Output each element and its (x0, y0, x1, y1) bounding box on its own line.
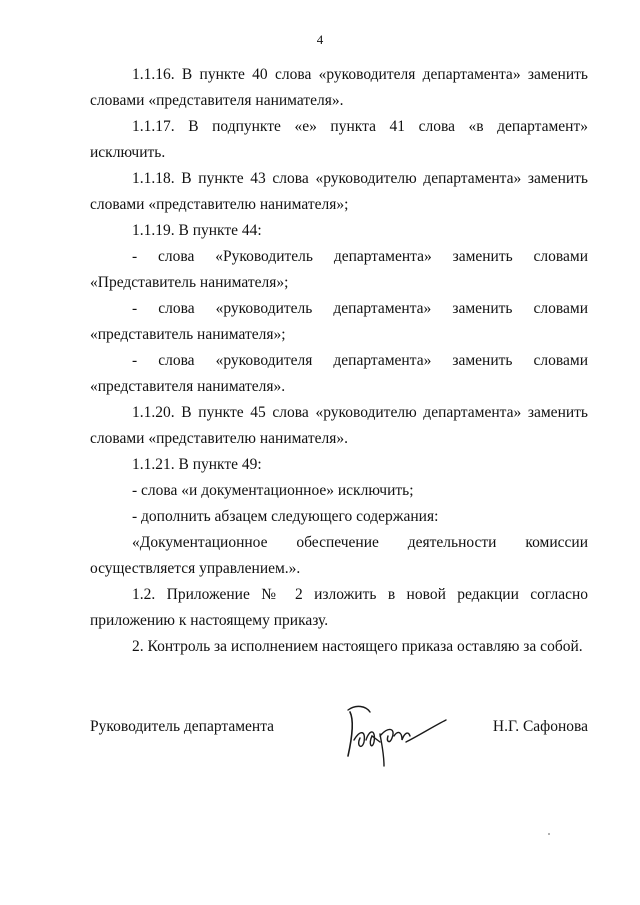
paragraph-1-1-21: 1.1.21. В пункте 49: (132, 456, 262, 473)
paragraph-1-1-19-item-1: - слова «Руководитель департамента» заменить словами «Представитель нанимателя»; (90, 248, 588, 291)
paragraph-1-1-19-item-3: - слова «руководителя департамента» заменить словами «представителя нанимателя». (90, 352, 588, 395)
scan-speck (548, 833, 550, 835)
paragraph-1-1-18: 1.1.18. В пункте 43 слова «руководителю департамента» заменить словами «представителю нанимателя»; (90, 170, 588, 213)
paragraph-1-1-21-item-2: - дополнить абзацем следующего содержания: (132, 508, 439, 525)
page-number: 4 (316, 32, 324, 47)
paragraph-1-1-21-item-1: - слова «и документационное» исключить; (132, 482, 414, 499)
paragraph-1-2: 1.2. Приложение № 2 изложить в новой редакции согласно приложению к настоящему приказу. (90, 586, 588, 629)
paragraph-1-1-20: 1.1.20. В пункте 45 слова «руководителю департамента» заменить словами «представителю нанимателя». (90, 404, 588, 447)
paragraph-1-1-17: 1.1.17. В подпункте «е» пункта 41 слова «в департамент» исключить. (90, 118, 588, 161)
paragraph-2: 2. Контроль за исполнением настоящего приказа оставляю за собой. (132, 638, 583, 655)
paragraph-1-1-21-quote: «Документационное обеспечение деятельности комиссии осуществляется управлением.». (90, 534, 588, 577)
paragraph-1-1-19-item-2: - слова «руководитель департамента» заменить словами «представитель нанимателя»; (90, 300, 588, 343)
signatory-role: Руководитель департамента (90, 718, 275, 735)
handwritten-signature (340, 690, 450, 768)
signature-block (90, 712, 588, 752)
document-body (90, 62, 588, 660)
paragraph-1-1-19: 1.1.19. В пункте 44: (132, 222, 262, 239)
signatory-name: Н.Г. Сафонова (492, 718, 588, 735)
paragraph-1-1-16: 1.1.16. В пункте 40 слова «руководителя департамента» заменить словами «представителя нанимателя». (90, 66, 588, 109)
